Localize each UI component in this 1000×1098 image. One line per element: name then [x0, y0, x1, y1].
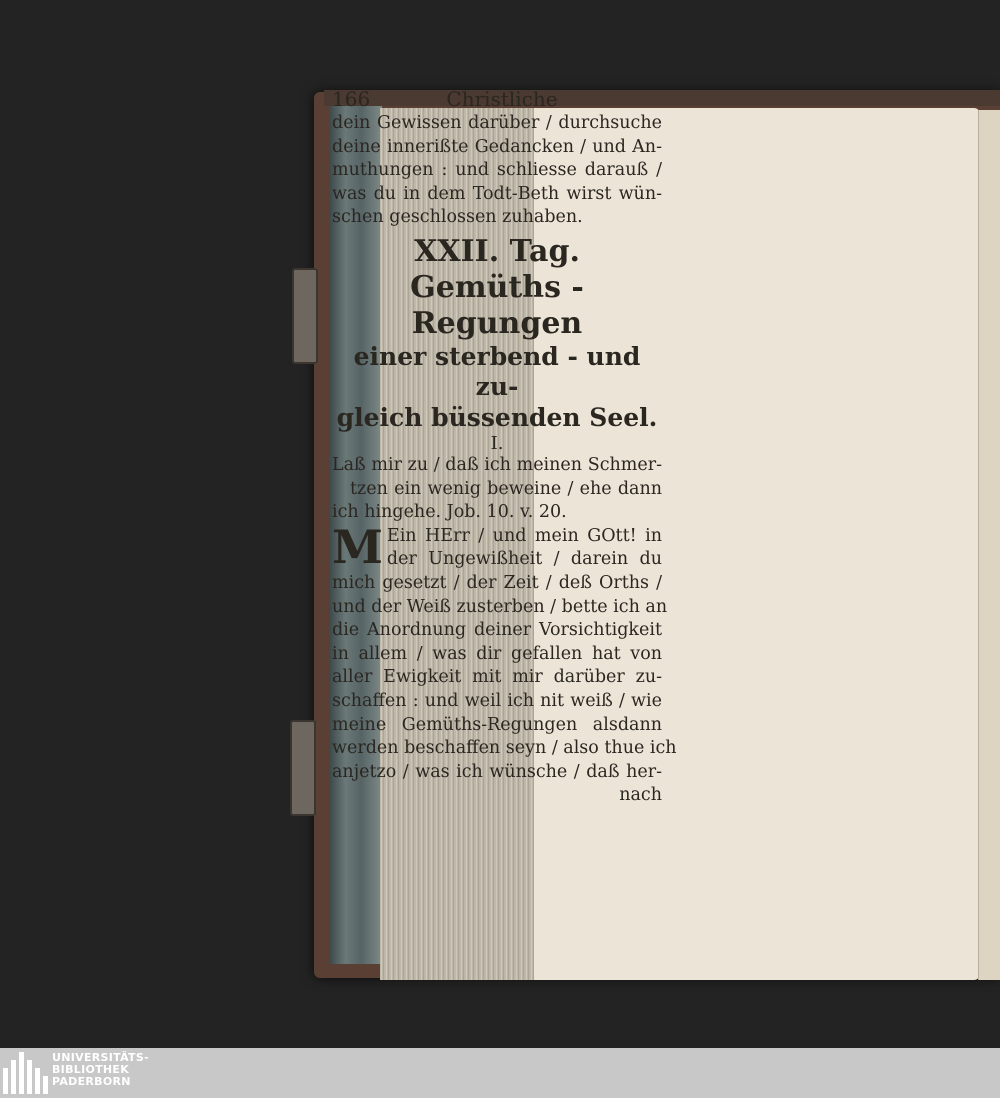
intro-line: schen geschlossen zuhaben. — [332, 207, 583, 228]
body-line: anjetzo / was ich wünsche / daß her- — [332, 761, 662, 782]
page-header — [332, 86, 662, 112]
library-logo-text — [52, 1052, 149, 1088]
logo-line: UNIVERSITÄTS- — [52, 1051, 149, 1064]
catchword: nach — [619, 785, 662, 806]
body-line: werden beschaffen seyn / also thue ich — [332, 738, 677, 759]
quote-line: tzen ein wenig beweine / ehe dann — [350, 478, 662, 499]
page-text — [332, 86, 677, 808]
page-number: 166 — [332, 87, 371, 111]
quote-line: Laß mir zu / daß ich meinen Schmer- — [332, 454, 662, 475]
facing-page-edge — [978, 110, 1000, 980]
clasp-upper — [292, 268, 318, 364]
body-line: mich gesetzt / der Zeit / deß Orths / — [332, 572, 662, 593]
body-paragraph — [332, 519, 677, 808]
body-line: in allem / was dir gefallen hat von — [332, 643, 662, 664]
running-head: Christliche — [446, 87, 558, 111]
section-number: I. — [490, 432, 504, 454]
chapter-title-line: gleich büssenden Seel. — [336, 402, 658, 432]
library-footer — [0, 1048, 1000, 1098]
chapter-title-line: Gemüths - Regungen — [410, 269, 584, 341]
body-line: Ein HErr / und mein GOtt! in — [386, 525, 662, 546]
quote-line: ich hingehe. Job. 10. v. 20. — [332, 502, 567, 523]
day-heading: XXII. Tag. — [414, 233, 580, 269]
clasp-lower — [290, 720, 316, 816]
body-line: aller Ewigkeit mit mir darüber zu- — [332, 667, 662, 688]
body-line: und der Weiß zusterben / bette ich an — [332, 596, 668, 617]
logo-line: BIBLIOTHEK — [52, 1063, 130, 1076]
body-line: schaffen : und weil ich nit weiß / wie — [332, 690, 662, 711]
chapter-title-line: einer sterbend - und zu- — [353, 341, 641, 401]
body-line: der Ungewißheit / darein du — [386, 549, 662, 570]
logo-line: PADERBORN — [52, 1075, 131, 1088]
intro-line: was du in dem Todt-Beth wirst wün- — [332, 183, 662, 204]
intro-line: dein Gewissen darüber / durchsuche — [332, 113, 662, 133]
library-logo-icon — [3, 1052, 48, 1094]
intro-line: deine innerißte Gedancken / und An- — [332, 136, 662, 157]
drop-capital: M — [332, 519, 383, 574]
body-line: die Anordnung deiner Vorsichtigkeit — [332, 620, 662, 641]
intro-line: muthungen : und schliesse darauß / — [332, 160, 662, 181]
body-line: meine Gemüths-Regungen alsdann — [332, 714, 662, 735]
